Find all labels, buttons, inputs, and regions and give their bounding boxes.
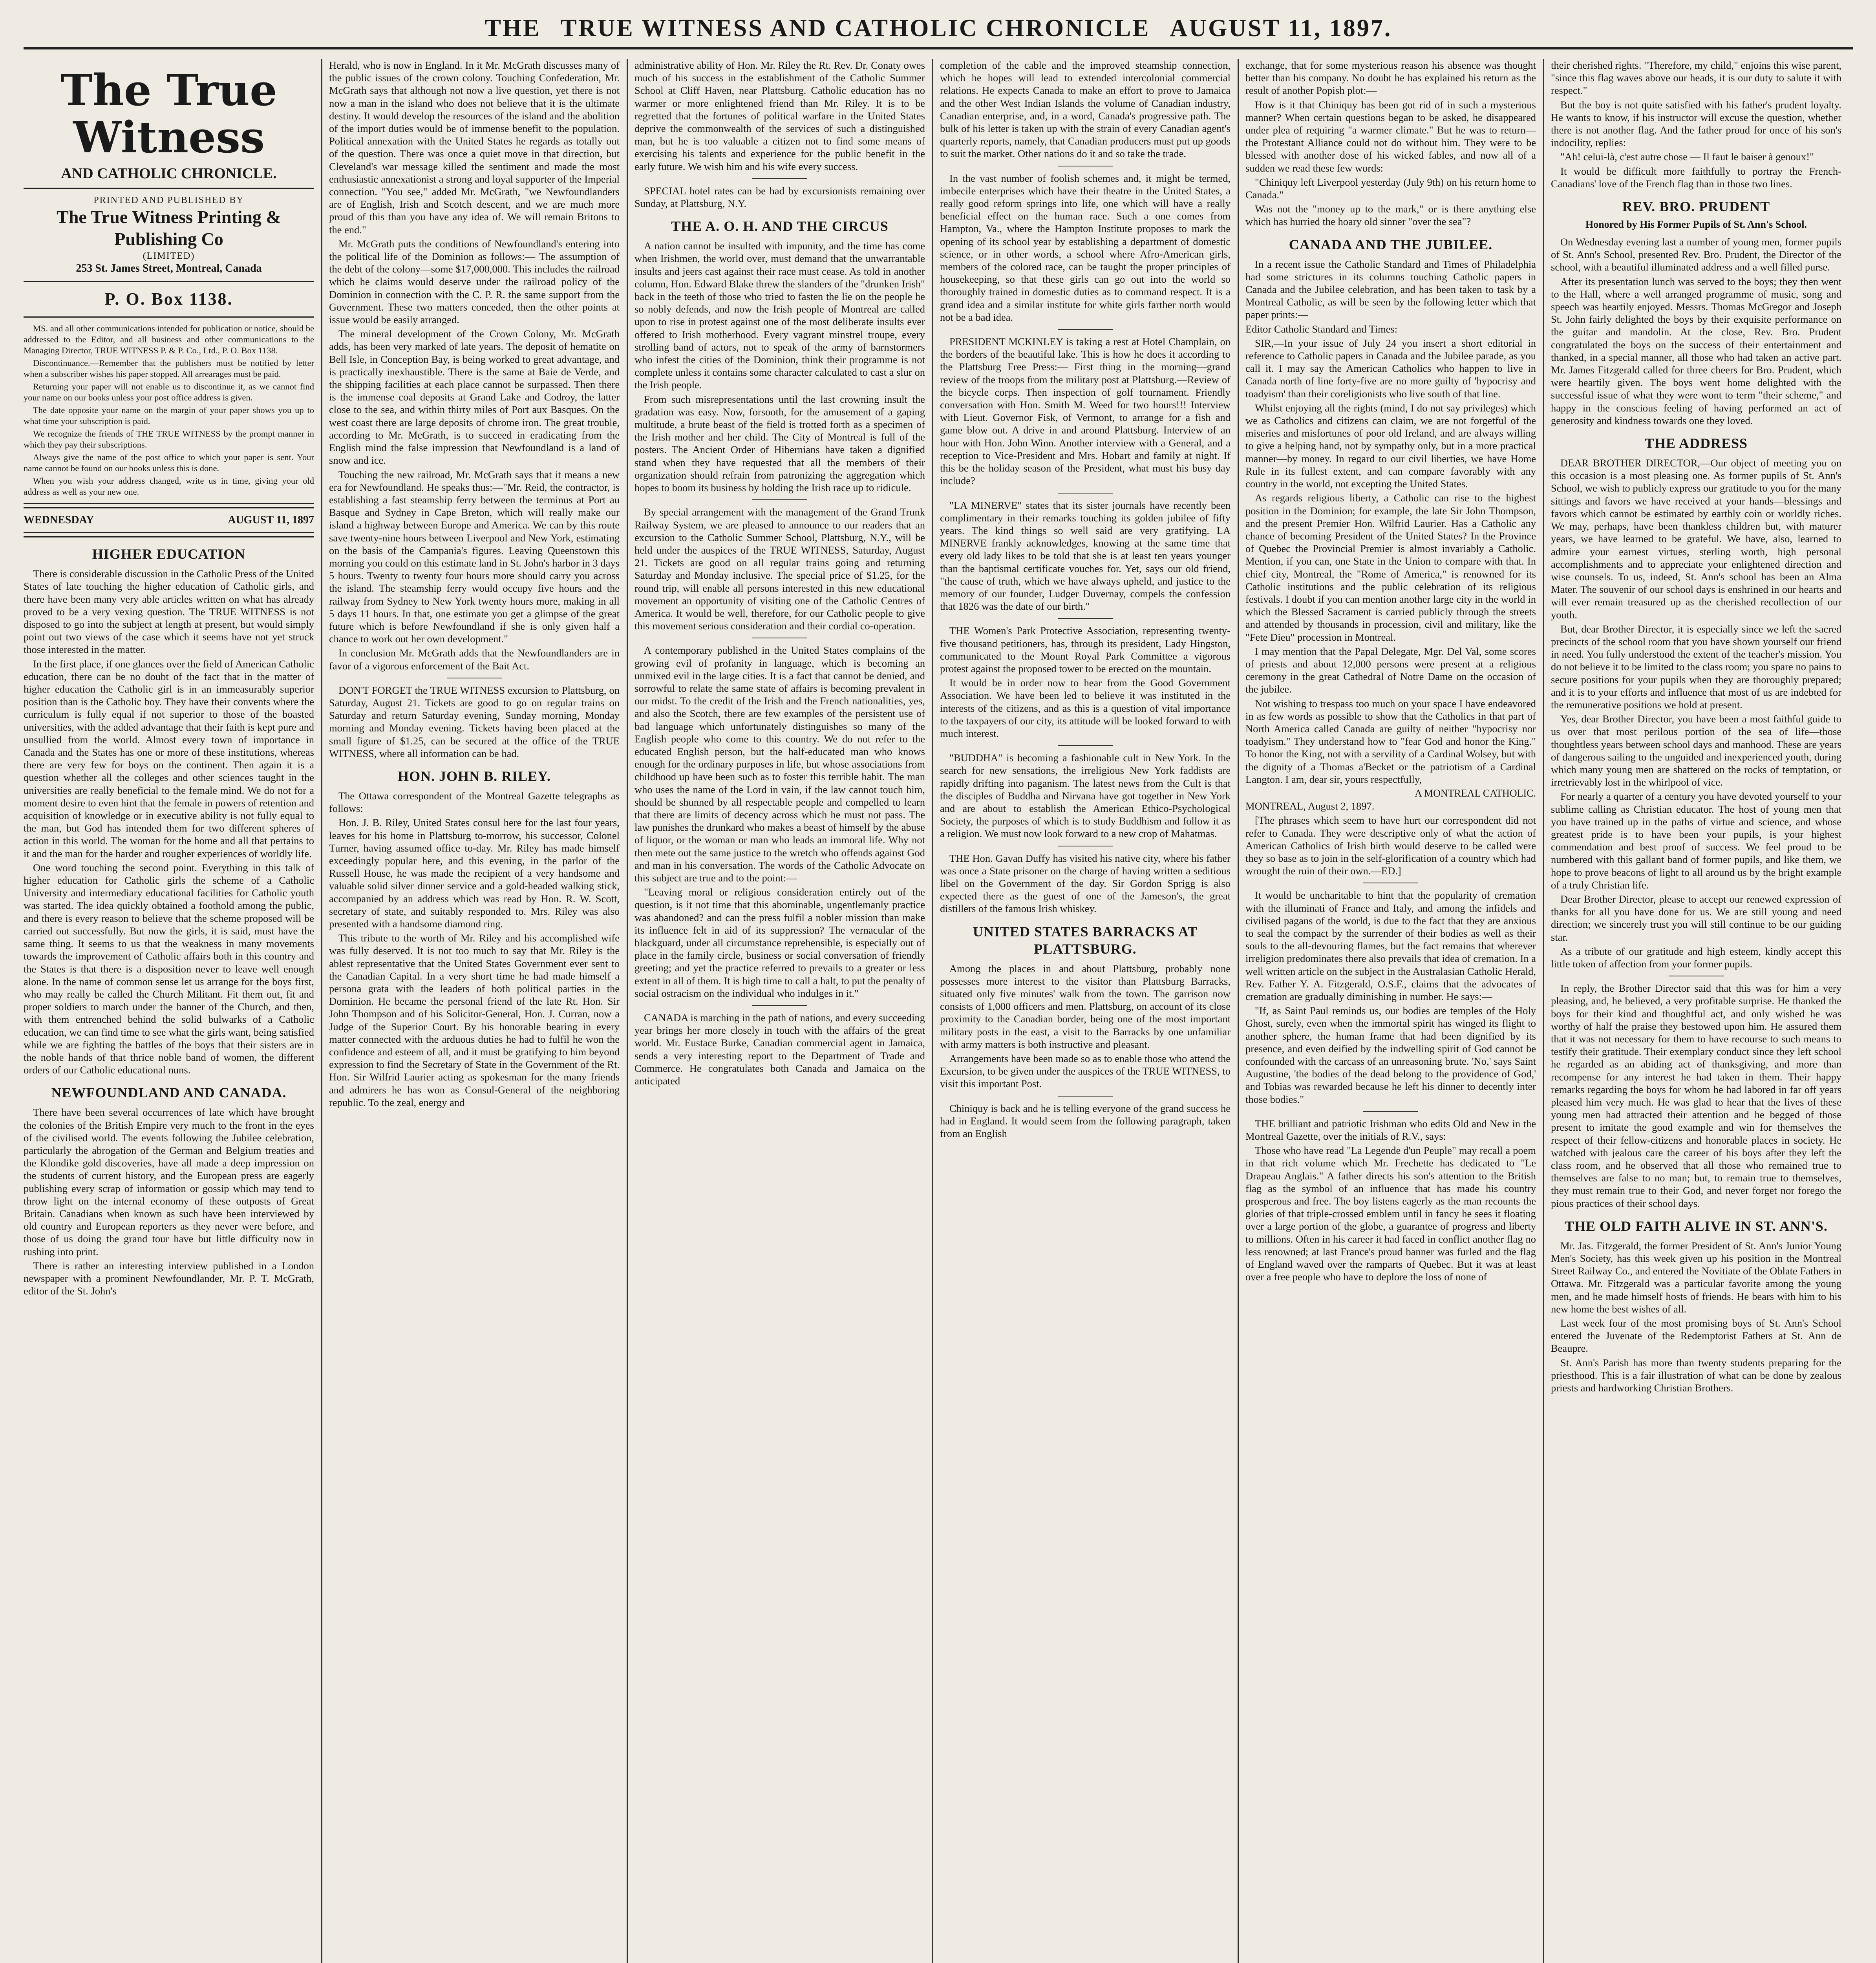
section-divider (1363, 1111, 1418, 1112)
article-paragraph: Dear Brother Director, please to accept our renewed expression of thanks for all you have done for us. We are still young and need direction; we sincerely trust you will still continue to be our guiding star. (1551, 893, 1841, 943)
notice: MS. and all other communications intended for publication or notice, should be addressed to the Editor, and all business and other communications to the Managing Director, TRUE WITNESS P. & P. Co., Ltd., P. O. Box 1138. (24, 324, 314, 355)
article-paragraph: completion of the cable and the improved steamship connection, which he hopes will lead to extended intercolonial commercial relations. He expects Canada to make an effort to prove to Jamaica and the other West Indian Islands the volume of Canadian industry, Canadian enterprise, and, in a word, Canada's progressive path. The bulk of his letter is taken up with the strain of every Canadian agent's quarterly reports, namely, that Canadian producers must put up goods to suit the market. Other nations do it and so take the trade. (940, 59, 1231, 160)
article-paragraph: THE brilliant and patriotic Irishman who edits Old and New in the Montreal Gazette, over the initials of R.V., says: (1245, 1117, 1536, 1142)
column-5 (1245, 59, 1536, 1963)
article-paragraph: How is it that Chiniquy has been got rid of in such a mysterious manner? When certain questions began to be asked, he disappeared under plea of requiring "a warmer climate." But he was to return—the Protestant Alliance could not do without him. They were to be blessed with another dose of his wicked fables, and now all of a sudden we read these few words: (1245, 99, 1536, 174)
article-paragraph: THE Women's Park Protective Association, representing twenty-five thousand petitioners, has, through its president, Lady Hingston, communicated to the Mount Royal Park Committee a vigorous protest against the proposed tower to be erected on the mountain. (940, 625, 1231, 674)
article-paragraph: "Ah! celui-là, c'est autre chose — Il faut le baiser à genoux!" (1560, 151, 1814, 163)
article-paragraph: It would be uncharitable to hint that the popularity of cremation with the illuminati of France and Italy, and among the infidels and civilised pagans of the world, is due to the fact that they are anxious to seal the compact by the surrender of their bodies as well as their souls to the all-devouring flames, but the fact remains that wherever irreligion predominates there also prevails that idea of cremation. In a well written article on the subject in the Australasian Catholic Herald, Rev. Father Y. A. Fitzgerald, O.S.F., claims that the advocates of cremation are gradually diminishing in number. He says:— (1245, 889, 1536, 1003)
article-paragraph: administrative ability of Hon. Mr. Riley the Rt. Rev. Dr. Conaty owes much of his success in the establishment of the Catholic Summer School at Cliff Haven, near Plattsburg. Catholic education has no warmer or more enlightened friend than Mr. Riley. It is to be regretted that the fortunes of political warfare in the United States deprive the commonwealth of the services of such a distinguished man, but he is too valuable a citizen not to find some means of exercising his talents and experience for the public benefit in the early future. We wish him and his wife every success. (634, 59, 925, 172)
article-paragraph: On Wednesday evening last a number of young men, former pupils of St. Ann's School, presented Rev. Bro. Prudent, the Director of the school, with a beautiful illuminated address and a well filled purse. (1551, 236, 1841, 273)
masthead-printed-by: PRINTED AND PUBLISHED BY (93, 195, 244, 205)
article-paragraph: "BUDDHA" is becoming a fashionable cult in New York. In the search for new sensations, the irreligious New York faddists are rapidly drifting into paganism. The latest news from the Cult is that the disciples of Buddha and Nirvana have got together in New York and are about to establish the American Ethico-Psychological Society, the purposes of which is to study Buddhism and follow it as a religion. We must now look forward to a new crop of Mahatmas. (940, 752, 1231, 840)
article-paragraph: Herald, who is now in England. In it Mr. McGrath discusses many of the public issues of the crown colony. Touching Confederation, Mr. McGrath says that although not now a live question, yet there is not now a man in the island who does not believe that it is the ultimate destiny. It would develop the resources of the island and the abolition of the import duties would be of immense benefit to the population. Political annexation with the United States he regards as totally out of the question. There was once a quiet move in that direction, but Cleveland's war message killed the sentiment and made the most enthusiastic annexationist a strong and loyal supporter of the Imperial connection. "You see," added Mr. McGrath, "we Newfoundlanders are of English, Irish and Scotch descent, and we are much more proud of this than you have any idea of. We will remain Britons to the end." (329, 59, 620, 236)
section-divider (752, 178, 807, 179)
section-divider (752, 1005, 807, 1006)
article-headline: UNITED STATES BARRACKS AT PLATTSBURG. (973, 923, 1198, 957)
article-headline: THE ADDRESS (1644, 435, 1748, 451)
article-paragraph: Editor Catholic Standard and Times: (1245, 323, 1398, 335)
article-paragraph: "Chiniquy left Liverpool yesterday (July 9th) on his return home to Canada." (1245, 176, 1536, 201)
article-headline: NEWFOUNDLAND AND CANADA. (51, 1085, 287, 1101)
article-paragraph: Hon. J. B. Riley, United States consul here for the last four years, leaves for his home in Plattsburg to-morrow, his successor, Colonel Turner, having assumed office to-day. Mr. Riley has made himself exceedingly popular here, and this evening, in the parlor of the Russell House, he was made the recipient of a very handsome and valuable solid silver dinner service and a gold-headed walking stick, accompanied by an address which was read by Hon. R. W. Scott, secretary of state, and suitably responded to. Mrs. Riley was also presented with a handsome diamond ring. (329, 817, 620, 930)
article-paragraph: In the vast number of foolish schemes and, it might be termed, imbecile enterprises which have their theatre in the United States, a really good reform springs into life, one which will have a really beneficial effect on the human race. Such a one comes from Hampton, Va., where the Hampton Institute proposes to mark the opening of its school year by establishing a department of domestic science, or in other words, a school where Afro-American girls, members of the colored race, can be taught the proper principles of housekeeping, so that these girls can go out into the world so thoroughly trained in domestic duties as to command respect. It is a grand idea and a similar institute for white girls farther north would not be a bad idea. (940, 172, 1231, 323)
article-paragraph: This tribute to the worth of Mr. Riley and his accomplished wife was fully deserved. It is not too much to say that Mr. Riley is the ablest representative that the United States Government ever sent to the Canadian Capital. In a very short time he had made himself a persona grata with the leaders of both political parties in the Dominion. He became the personal friend of the late Rt. Hon. Sir John Thompson and of his Solicitor-General, Hon. J. Curran, now a Judge of the Superior Court. By his honorable bearing in every matter connected with the arduous duties he had to fulfil he won the confidence and esteem of all, and it must be gratifying to him beyond expression to find the Secretary of State in the Government of the Rt. Hon. Sir Wilfrid Laurier acting as spokesman for the many friends and admirers he has won as Consul-General of the neighboring republic. To the zeal, energy and (329, 932, 620, 1108)
article-paragraph: Was not the "money up to the mark," or is there anything else which has hurried the hoary old sinner "over the sea"? (1245, 203, 1536, 228)
article-paragraph: After its presentation lunch was served to the boys; they then went to the Hall, where a well arranged programme of music, song and speech was heartily enjoyed. Messrs. Thomas McGregor and Joseph St. John fairly delighted the boys by their exquisite performance on the guitar and mandolin. At the close, Rev. Bro. Prudent congratulated the boys on the success of their entertainment and thanked, in a special manner, all those who had taken an active part. Mr. James Fitzgerald called for three cheers for Bro. Prudent, which were heartily given. The boys went home delighted with the successful issue of what they were wont to term "their scheme," and happy in the conscious feeling of having performed an act of generosity and kindness towards one they loved. (1551, 275, 1841, 426)
article-headline: THE A. O. H. AND THE CIRCUS (671, 218, 889, 234)
article-paragraph: For nearly a quarter of a century you have devoted yourself to your sublime calling as Christian educator. The host of young men that you have trained up in the paths of virtue and science, and whose greatest pride is to have been your pupils, is your highest commendation and best proof of success. We feel proud to be numbered with this gallant band of former pupils, and like them, we hope to prove beacons of light to all around us by the bright example of a truly Christian life. (1551, 790, 1841, 891)
notice: The date opposite your name on the margin of your paper shows you up to what time your subscription is paid. (24, 405, 314, 426)
article-headline: CANADA AND THE JUBILEE. (1289, 236, 1493, 252)
article-paragraph: It would be in order now to hear from the Good Government Association. We have been led to believe it was instituted in the interests of the citizens, and as this is a question of vital importance to the taxpayers of our city, its attitude will be looked forward to with much interest. (940, 677, 1231, 739)
masthead-address: 253 St. James Street, Montreal, Canada (76, 262, 262, 274)
section-divider (1058, 618, 1113, 619)
article-paragraph: A contemporary published in the United States complains of the growing evil of profanity in language, which is becoming an unmixed evil in the large cities. It is a fact that cannot be denied, and sorrowful to relate the same state of affairs is becoming prevalent in our midst. To the credit of the Irish and the French nationalities, yes, and also the Scotch, there are few examples of the persistent use of bad language which unfortunately distinguishes so many of the English people who come to this country. We do not refer to the educated English person, but the half-educated man who knows enough for the ordinary purposes in life, but whose associations from childhood up have been such as to foster this terrible habit. The man who uses the name of the Lord in vain, if the law cannot touch him, should be shunned by all respectable people and compelled to learn that there are limits of decency across which he must not pass. The law punishes the drunkard who makes a beast of himself by the abuse of liquor, or the woman or man who leads an immoral life. Why not then mete out the same justice to the wretch who offends against God and man in his conversation. The words of the Catholic Advocate on this subject are true and to the point:— (634, 644, 925, 884)
article-paragraph: A nation cannot be insulted with impunity, and the time has come when Irishmen, the world over, must demand that the unwarrantable insults and jeers cast against their race must cease. As told in another column, Hon. Edward Blake threw the slanders of the "drunken Irish" back in the teeth of those who tried to fasten the lie on the people he so nobly defends, and now the Irish people of Montreal are called upon to rise in protest against one of the most deliberate insults ever offered to Irish motherhood. Every vagrant minstrel troupe, every strolling band of actors, not to speak of the army of barnstormers who infest the cities of the Dominion, think their programme is not complete unless it contains some character calculated to cast a slur on the Irish people. (634, 240, 925, 391)
masthead-limited: (LIMITED) (143, 251, 195, 261)
article-paragraph: exchange, that for some mysterious reason his absence was thought better than his company. No doubt he has explained his return as the result of another Popish plot:— (1245, 59, 1536, 97)
article-paragraph: There is considerable discussion in the Catholic Press of the United States of late touching the higher education of Catholic girls, and there have been many very able articles written on what has already proved to be a very vexing question. The TRUE WITNESS is not disposed to go into the subject at length at present, but would simply point out two views of the case which it seems have not yet struck those interested in the matter. (24, 568, 314, 656)
article-paragraph: their cherished rights. "Therefore, my child," enjoins this wise parent, "since this flag waves above our heads, it is our duty to salute it with respect." (1551, 59, 1841, 97)
article-paragraph: Touching the new railroad, Mr. McGrath says that it means a new era for Newfoundland. He speaks thus:—"Mr. Reid, the contractor, is establishing a fast steamship ferry between the terminus at Port au Basque and Sydney in Cape Breton, which will really make our island a highway between Europe and America. We can by this route save twenty-nine hours between Liverpool and New York, estimating on the basis of the Campania's figures. Leaving Queenstown this morning you could on this estimate land in St. John's harbor in 3 days 5 hours. Twenty to twenty four hours more should carry you across the island. The steamship ferry would occupy five hours and the railway from Sydney to New York twenty hours more, making in all 5 days 11 hours. In that, one estimate you get a glimpse of the great future which is before Newfoundland if she is only given half a chance to work out her own development." (329, 468, 620, 645)
notice: We recognize the friends of THE TRUE WITNESS by the prompt manner in which they pay their subscriptions. (24, 429, 314, 450)
section-divider (1058, 1096, 1113, 1097)
article-paragraph: MONTREAL, August 2, 1897. (1245, 800, 1375, 812)
article-paragraph: But the boy is not quite satisfied with his father's prudent loyalty. He wants to know, if his instructor will excuse the question, whether there is not another flag. And the father proud for once of his son's indocility, replies: (1551, 99, 1841, 149)
article-paragraph: DEAR BROTHER DIRECTOR,—Our object of meeting you on this occasion is a most pleasing one. As former pupils of St. Ann's School, we wish to publicly express our gratitude to you for the many sittings and favors we have received at your hands—blessings and favors which cannot be estimated by earthly coin or worldly riches. We may, perhaps, have been thankless children but, with maturer years, we have learned to be grateful. We have, also, learned to admire your earnest virtues, sterling worth, high personal accomplishments and to appreciate your enlightened direction and wise counsels. To us, indeed, St. Ann's school has been an Alma Mater. The souvenir of our school days is enshrined in our hearts and will ever remain treasured up as the cherished recollection of our youth. (1551, 457, 1841, 621)
article-paragraph: The mineral development of the Crown Colony, Mr. McGrath adds, has been very marked of late years. The deposit of hematite on Bell Isle, in Conception Bay, is being worked to great advantage, and is practically inexhaustible. There is the same at Baie de Verde, and the shipping facilities at each place cannot be surpassed. Then there is the immense coal deposits at Grand Lake and Codroy, the latter close to the sea, and within thirty miles of Port aux Basques. On the west coast there are large deposits of chrome iron. The great trouble, according to Mr. McGrath, is to succeed in eradicating from the English mind the false impression that Newfoundland is a land of snow and ice. (329, 328, 620, 466)
article-paragraph: PRESIDENT MCKINLEY is taking a rest at Hotel Champlain, on the borders of the beautiful lake. This is how he does it according to the Plattsburg Free Press:— First thing in the morning—grand review of the troops from the military post at Plattsburg.—Review of the bicycle corps. Then inspection of golf tournament. Friendly conversation with Hon. Smith M. Weed for two hours!!! Interview with Lieut. Governor Fisk, of Vermont, to arrange for a fish and game blow out. A drive in and around Plattsburg. Interview of an hour with Hon. John Winn. Another interview with a General, and a reception to Vice-President and Mrs. Hobart and family at night. If this be the holiday season of the President, what must his busy day include? (940, 336, 1231, 487)
article-headline: THE OLD FAITH ALIVE IN ST. ANN'S. (1565, 1218, 1828, 1234)
article-paragraph: I may mention that the Papal Delegate, Mgr. Del Val, some scores of priests and about 12,000 persons were present at a religious ceremony in the great Cathedral of Notre Dame on the occasion of the jubilee. (1245, 645, 1536, 695)
article-paragraph: Those who have read "La Legende d'un Peuple" may recall a poem in that rich volume which Mr. Frechette has dedicated to "Le Drapeau Anglais." A father directs his son's attention to the British flag as the symbol of an influence that has made his country prosperous and free. The boy listens eagerly as the man recounts the glories of that triple-crossed emblem until in fancy he sees it floating over a large portion of the globe, a guarantee of progress and liberty to millions. Often in his career it had faced in conflict another flag no less renowned; at last France's proud banner was furled and the flag of England waved over the ramparts of Quebec. But it was at least over a free people who have to deplore the loss of none of (1245, 1144, 1536, 1283)
article-paragraph: Whilst enjoying all the rights (mind, I do not say privileges) which we as Catholics and citizens can claim, we are not forgetful of the miseries and misfortunes of poor old Ireland, and are always willing to give a helping hand, not by sympathy only, but in a more practical manner—by money. In regard to our civil liberties, we have Home Rule in its fullest extent, and can compare favorably with any country in the world, not excepting the United States. (1245, 402, 1536, 490)
dateline-date: AUGUST 11, 1897 (228, 514, 314, 526)
running-head-title: TRUE WITNESS AND CATHOLIC CHRONICLE (560, 15, 1150, 42)
article-paragraph: "LA MINERVE" states that its sister journals have recently been complimentary in their remarks touching its golden jubilee of fifty years. The kind things so well said are very gratifying. LA MINERVE frankly acknowledges, knowing at the same time that every old lady likes to be told that she is at least ten years younger than the baptismal certificate vouches for. Yet, says our old friend, "the cause of truth, which we have always upheld, and justice to the memory of our founder, Ludger Duvernay, compels the confession that 1826 was the date of our birth." (940, 499, 1231, 612)
dateline-day: WEDNESDAY (24, 514, 94, 526)
article-headline: REV. BRO. PRUDENT (1622, 199, 1770, 215)
article-paragraph: [The phrases which seem to have hurt our correspondent did not refer to Canada. They were descriptive only of what the action of American Catholics of Irish birth would deserve to be called were they so base as to join in the self-glorification of a country which had wrought the ruin of their own.—ED.] (1245, 814, 1536, 877)
article-paragraph: Mr. McGrath puts the conditions of Newfoundland's entering into the political life of the Dominion as follows:— The assumption of the debt of the colony—some $17,000,000. This includes the railroad which he claims would deserve under the railroad policy of the Dominion in connection with the C. P. R. the same support from the Government. These two matters conceded, then the other points at issue would be easily arranged. (329, 238, 620, 326)
article-paragraph: One word touching the second point. Everything in this talk of higher education for Catholic girls the scheme of a Catholic University and intermediary educational facilities for Catholic youth was started. The idea quickly obtained a foothold among the public, and there is every reason to believe that the scheme proposed will be carried out successfully. But now the girls, it is said, must have the same thing. It seems to us that the weakness in many movements towards the improvement of Catholic affairs both in this country and the States is that there is a disposition never to leave well enough alone. In the name of common sense let us arrange for the boys first, who may really be called the Church Militant. Fit them out, fit and proper soldiers to march under the banner of the Church, and then, with them entrenched behind the solid bulwarks of a Catholic education, we can find time to see what the girls want, being satisfied while we are fighting the battles of the boys that their sisters are in the noble hands of that thrice noble band of women, the different orders of our Catholic educational nuns. (24, 861, 314, 1076)
article-paragraph: Yes, dear Brother Director, you have been a most faithful guide to us over that most perilous portion of the sea of life—those thoughtless years between school days and manhood. These are years of dangerous sailing to the unguided and inexperienced youth, during which many young men are shattered on the rocks of temptation, or irretrievably lost in the whirlpool of vice. (1551, 713, 1841, 788)
column-1 (24, 59, 314, 1963)
article-paragraph: The Ottawa correspondent of the Montreal Gazette telegraphs as follows: (329, 790, 620, 815)
article-paragraph: CANADA is marching in the path of nations, and every succeeding year brings her more closely in touch with the affairs of the great world. Mr. Eustace Burke, Canadian commercial agent in Jamaica, sends a very interesting report to the Department of Trade and Commerce. He congratulates both Canada and Jamaica on the anticipated (634, 1012, 925, 1087)
article-paragraph: In reply, the Brother Director said that this was for him a very pleasing, and, he believed, a very profitable surprise. He thanked the boys for their kind and thoughtful act, and only wished he was worthy of half the praise they bestowed upon him. He assured them that it was not necessary for them to have recourse to such means to testify their gratitude. Their exemplary conduct since they left school he regarded as an abiding act of thanksgiving, and more than recompense for any interest he had taken in them. Their happy remarks regarding the boys for whom he had labored in far off years pleased him very much. He was glad to hear that the lives of these young men had attracted their attention and he begged of those present to imitate the good example and win for themselves the respect of their fellow-citizens and honorable places in society. He watched with jealous care the career of his boys after they left the class room, and he observed that all those who remained true to themselves are false to no man; but, to remain true to themselves, they must remain true to their God, and never forget nor forego the pious practices of their school days. (1551, 982, 1841, 1209)
article-paragraph: St. Ann's Parish has more than twenty students preparing for the priesthood. This is a fair illustration of what can be done by zealous priests and hardworking Christian Brothers. (1551, 1356, 1841, 1394)
article-paragraph: But, dear Brother Director, it is especially since we left the sacred precincts of the school room that you have shown yourself our friend in need. You fully understood the extent of the teacher's mission. You do not believe it to be limited to the class room; you spare no pains to secure positions for your pupils when they are thoroughly prepared; and it is to your efforts and influence that most of us are indebted for the remunerative positions we hold at present. (1551, 623, 1841, 711)
article-paragraph: As regards religious liberty, a Catholic can rise to the highest position in the Dominion; for example, the late Sir John Thompson, and the present Premier Hon. Wilfrid Laurier. Has a Catholic any chance of becoming President of the United States? In the Province of Quebec the Provincial Premier is almost invariably a Catholic. Mention, if you can, one State in the Union to compare with that. In chief city, Montreal, the "Rome of America," is renowned for its Catholic institutions and the public celebration of its religious festivals. I doubt if you can mention another large city in the world in which the Blessed Sacrament is carried publicly through the streets and attended by thousands in procession, civil and military, like the "Fete Dieu" procession in Montreal. (1245, 492, 1536, 643)
article-paragraph: It would be difficult more faithfully to portray the French-Canadians' love of the French flag than in those two lines. (1551, 165, 1841, 190)
notice: Always give the name of the post office to which your paper is sent. Your name cannot be found on our books unless this is done. (24, 452, 314, 473)
masthead-po-box: P. O. Box 1138. (104, 289, 233, 309)
running-head-left: THE (485, 15, 541, 42)
article-paragraph: From such misrepresentations until the last crowning insult the gradation was easy. Now, forsooth, for the amusement of a gaping multitude, a brute beast of the field is trotted forth as a specimen of the Irish mother and her child. The City of Montreal is full of the posters. The Ancient Order of Hibernians have taken a dignified stand when they have requested that all the members of their organization should refrain from patronizing the aggregation which hopes to boom its business by holding the Irish race up to ridicule. (634, 393, 925, 494)
letter-signature: A MONTREAL CATHOLIC. (1415, 787, 1536, 799)
dateline (24, 514, 314, 526)
article-paragraph: Mr. Jas. Fitzgerald, the former President of St. Ann's Junior Young Men's Society, has this week given up his position in the Montreal Street Railway Co., and entered the Novitiate of the Oblate Fathers in Ottawa. Mr. Fitzgerald was a particular favorite among the young men, and he made himself hosts of friends. He bears with him to his new home the best wishes of all. (1551, 1239, 1841, 1315)
section-divider (1058, 329, 1113, 330)
column-3 (634, 59, 925, 1963)
section-divider (1058, 745, 1113, 746)
notice: When you wish your address changed, write us in time, giving your old address as well as your new one. (24, 476, 314, 497)
column-6 (1551, 59, 1841, 1963)
article-paragraph: "If, as Saint Paul reminds us, our bodies are temples of the Holy Ghost, surely, even when the immortal spirit has winged its flight to another sphere, the human frame that had been dignified by its presence, and even deified by the indwelling spirit of God cannot be confounded with the carcass of an unreasoning brute. 'No,' says Saint Augustine, 'the bodies of the dead belong to the providence of God,' and Tobias was rewarded because he left his dinner to decently inter those bodies." (1245, 1005, 1536, 1105)
article-paragraph: There have been several occurrences of late which have brought the colonies of the British Empire very much to the front in the eyes of the civilised world. The events following the Jubilee celebration, particularly the abrogation of the German and Belgium treaties and the Klondike gold discoveries, have all made a deep impression on the students of current history, and the European press are eagerly publishing every scrap of information or gossip which may tend to throw light on the internal economy of these outposts of Great Britain. Canadians when known as such have been interviewed by old country and European reporters as they never were before, and those of us doing the grand tour have but little difficulty now in rushing into print. (24, 1106, 314, 1257)
article-paragraph: In conclusion Mr. McGrath adds that the Newfoundlanders are in favor of a vigorous enforcement of the Bait Act. (329, 647, 620, 672)
article-paragraph: "Leaving moral or religious consideration entirely out of the question, is it not time that this abominable, ungentlemanly practice was abandoned? and can the press fulfil a nobler mission than make its influence felt in aid of its suppression? The vernacular of the blackguard, under all circumstance reprehensible, is especially out of place in the family circle, business or social conversation of friendly greeting; and yet the practice referred to prevails to a greater or less extent in all of them. It is high time to call a halt, to put the penalty of social ostracism on the individual who indulges in it." (634, 886, 925, 999)
article-paragraph: Chiniquy is back and he is telling everyone of the grand success he had in England. It would seem from the following paragraph, taken from an English (940, 1102, 1231, 1140)
article-paragraph: Among the places in and about Plattsburg, probably none possesses more interest to the visitor than Plattsburg Barracks, situated only five minutes' walk from the town. The garrison now consists of 1,000 officers and men. Plattsburg, on account of its close proximity to the Canadian border, being one of the most important military posts in the east, a visit to the Barracks by one unfamiliar with army matters is both instructive and pleasant. (940, 962, 1231, 1050)
article-paragraph: In the first place, if one glances over the field of American Catholic education, there can be no doubt of the fact that in the matter of higher education the Catholic girl is in an immeasurably superior position than is the Catholic boy. They have their convents where the curriculum is fully equal if not superior to those of the boasted universities, with the added advantage that their faith is kept pure and unsullied from the world. Almost every town of importance in Canada and the States has one or more of these institutions, whereas there are very few for boys on the continent. Then again it is a question whether all the colleges and other sciences taught in the universities are really beneficial to the female mind. We do not for a moment desire to even hint that the female in powers of retention and acquisition of knowledge or in executive ability is not fully equal to the man, but God has intended them for two different spheres of action in this world. The woman for the home and all that pertains to it and the man for the harder and rougher experiences of worldly life. (24, 658, 314, 859)
running-head-date: AUGUST 11, 1897. (1170, 15, 1392, 42)
article-paragraph: THE Hon. Gavan Duffy has visited his native city, where his father was once a State prisoner on the charge of having written a seditious libel on the Government of the day. Sir Gordon Sprigg is also expected there as the guest of one of the Jameson's, the great distillers of the famous Irish whiskey. (940, 852, 1231, 915)
article-paragraph: SIR,—In your issue of July 24 you insert a short editorial in reference to Catholic papers in Canada and the Jubilee parade, as you call it. I may say the American Catholics who happen to live in Canada north of line forty-five are no more guilty of 'hypocrisy and toadyism' than their coreligionists who live south of that line. (1245, 337, 1536, 400)
article-subheadline: Honored by His Former Pupils of St. Ann's School. (1585, 219, 1807, 230)
article-headline: HIGHER EDUCATION (92, 546, 246, 562)
article-paragraph: There is rather an interesting interview published in a London newspaper with a prominent Newfoundlander, Mr. P. T. McGrath, editor of the St. John's (24, 1259, 314, 1297)
article-paragraph: Last week four of the most promising boys of St. Ann's School entered the Juvenate of the Redemptorist Fathers at St. Ann de Beaupre. (1551, 1317, 1841, 1354)
running-head (24, 10, 1853, 49)
masthead-publisher: The True Witness Printing & Publishing Co (57, 207, 281, 249)
column-4 (940, 59, 1231, 1963)
notices (24, 323, 314, 497)
column-2 (329, 59, 620, 1963)
notice: Returning your paper will not enable us to discontinue it, as we cannot find your name on our books unless your post office address is given. (24, 382, 314, 402)
article-paragraph: DON'T FORGET the TRUE WITNESS excursion to Plattsburg, on Saturday, August 21. Tickets are good to go on regular trains on Saturday and return Saturday evening, Sunday morning, Monday morning and Monday evening. Tickets having been placed at the small figure of $1.25, can be secured at the office of the TRUE WITNESS, where all information can be had. (329, 684, 620, 759)
article-paragraph: By special arrangement with the management of the Grand Trunk Railway System, we are pleased to announce to our readers that an excursion to the Catholic Summer School, Plattsburg, N.Y., will be held under the auspices of the TRUE WITNESS, Saturday, August 21. Tickets are good on all regular trains going and returning Saturday and Monday inclusive. The special price of $1.25, for the round trip, will enable all persons interested in this new educational movement an opportunity of visiting one of the Catholic Centres of America. It would be well, therefore, for our Catholic people to give this movement serious consideration and their cordial co-operation. (634, 506, 925, 632)
article-paragraph: Not wishing to trespass too much on your space I have endeavored in as few words as possible to show that the Catholics in that part of North America called Canada are guilty of neither "hypocrisy nor toadyism." They understand how to "fear God and honor the King." To honor the King, not with a servility of a Cardinal Wolsey, but with the dignity of a Thomas a'Becket or the patriotism of a Cardinal Langton. I am, dear sir, yours respectfully, (1245, 697, 1536, 785)
masthead-title: The True Witness (60, 65, 277, 163)
section-divider (752, 499, 807, 500)
article-paragraph: As a tribute of our gratitude and high esteem, kindly accept this little token of affection from your former pupils. (1551, 945, 1841, 970)
article-paragraph: In a recent issue the Catholic Standard and Times of Philadelphia had some strictures in its columns touching Catholic papers in Canada and the Jubilee celebration, and has been taken to task by a Montreal Catholic, as will be seen by the following letter which that paper prints:— (1245, 258, 1536, 321)
masthead-subtitle: AND CATHOLIC CHRONICLE. (61, 165, 277, 182)
article-paragraph: Arrangements have been made so as to enable those who attend the Excursion, to be given under the auspices of the TRUE WITNESS, to visit this important Post. (940, 1053, 1231, 1090)
masthead (24, 67, 314, 318)
notice: Discontinuance.—Remember that the publishers must be notified by letter when a subscriber wishes his paper stopped. All arrearages must be paid. (24, 358, 314, 379)
article-headline: HON. JOHN B. RILEY. (398, 768, 551, 784)
article-paragraph: SPECIAL hotel rates can be had by excursionists remaining over Sunday, at Plattsburg, N.Y. (634, 185, 925, 210)
